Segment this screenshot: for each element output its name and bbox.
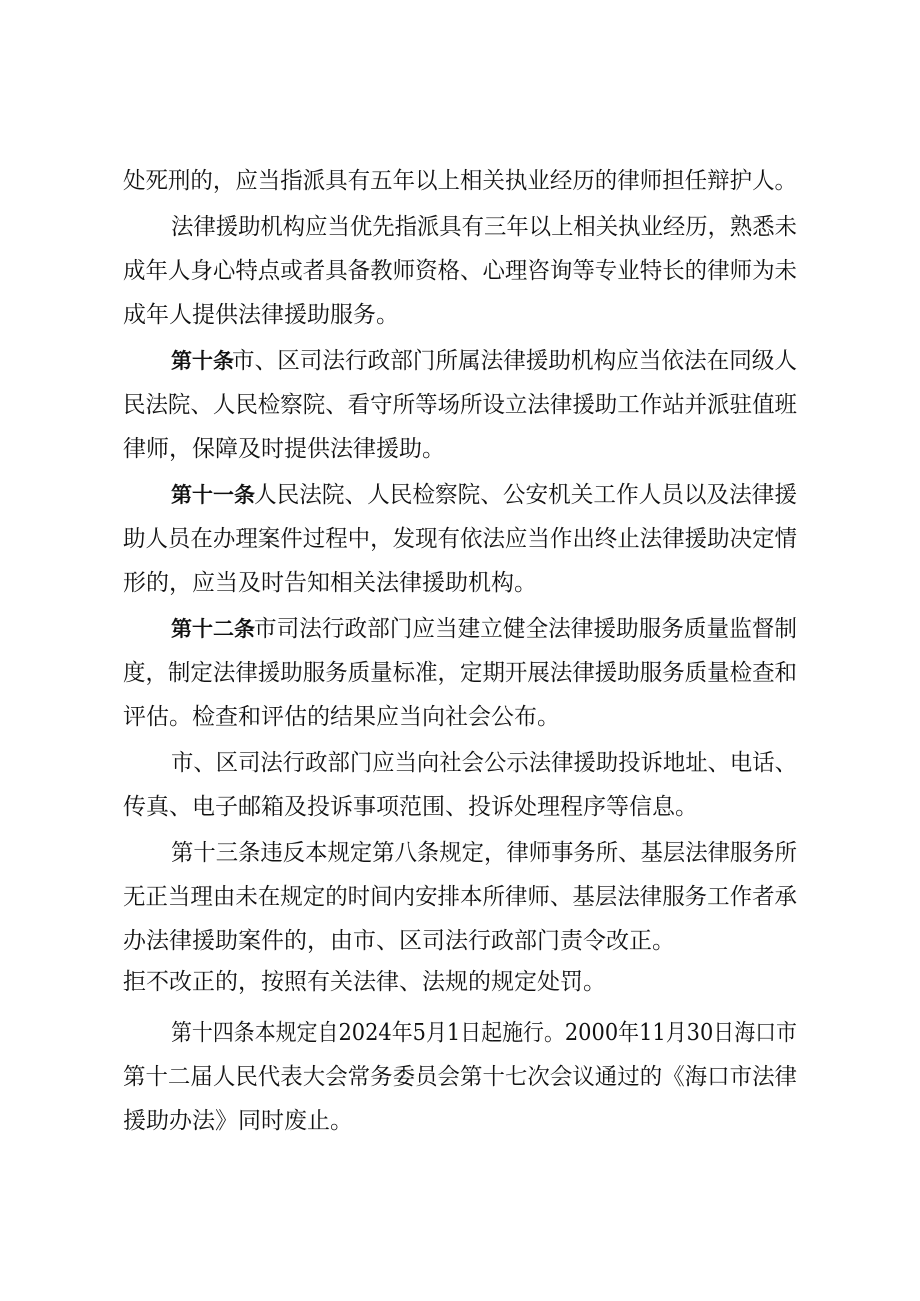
article-12-line: 第十二条 市司法行政部门应当建立健全法律援助服务质量监督制: [0, 611, 920, 647]
article-11-line: 形的，应当及时告知相关法律援助机构。: [123, 570, 537, 596]
paragraph-complaints-line: 市、区司法行政部门应当向社会公示法律援助投诉地址、电话、: [171, 750, 797, 776]
article-14-line: 第十二届人民代表大会常务委员会第十七次会议通过的《海口市法律: [123, 1064, 797, 1090]
paragraph-continued-line: 处死刑的，应当指派具有五年以上相关执业经历的律师担任辩护人。: [123, 168, 797, 194]
article-14-line: 援助办法》同时废止。: [123, 1108, 353, 1134]
article-10-line: 律师，保障及时提供法律援助。: [123, 436, 445, 462]
article-12-heading: 第十二条: [171, 617, 255, 641]
article-13-line: 第十三条违反本规定第八条规定，律师事务所、基层法律服务所: [171, 840, 797, 866]
article-11-heading: 第十一条: [171, 483, 255, 507]
article-10-line: 第十条 市、区司法行政部门所属法律援助机构应当依法在同级人: [0, 343, 920, 379]
paragraph-minors-line: 成年人身心特点或者具备教师资格、心理咨询等专业特长的律师为未: [123, 258, 797, 284]
article-13-line: 拒不改正的，按照有关法律、法规的规定处罚。: [123, 969, 606, 995]
article-10-line: 民法院、人民检察院、看守所等场所设立法律援助工作站并派驻值班: [123, 392, 797, 418]
article-12-line: 度，制定法律援助服务质量标准，定期开展法律援助服务质量检查和: [123, 660, 797, 686]
article-13-line: 无正当理由未在规定的时间内安排本所律师、基层法律服务工作者承: [123, 884, 797, 910]
article-11-line: 助人员在办理案件过程中，发现有依法应当作出终止法律援助决定情: [123, 526, 797, 552]
paragraph-minors-line: 成年人提供法律援助服务。: [123, 302, 399, 328]
article-12-line: 评估。检查和评估的结果应当向社会公布。: [123, 704, 560, 730]
article-10-heading: 第十条: [171, 349, 234, 373]
paragraph-minors-line: 法律援助机构应当优先指派具有三年以上相关执业经历，熟悉未: [171, 214, 797, 240]
article-11-line: 第十一条 人民法院、人民检察院、公安机关工作人员以及法律援: [0, 477, 920, 513]
paragraph-complaints-line: 传真、电子邮箱及投诉事项范围、投诉处理程序等信息。: [123, 794, 698, 820]
article-14-line: 第十四条本规定自2024年5月1日起施行。2000年11月30日海口市: [171, 1020, 797, 1046]
article-13-line: 办法律援助案件的，由市、区司法行政部门责令改正。: [123, 928, 675, 954]
